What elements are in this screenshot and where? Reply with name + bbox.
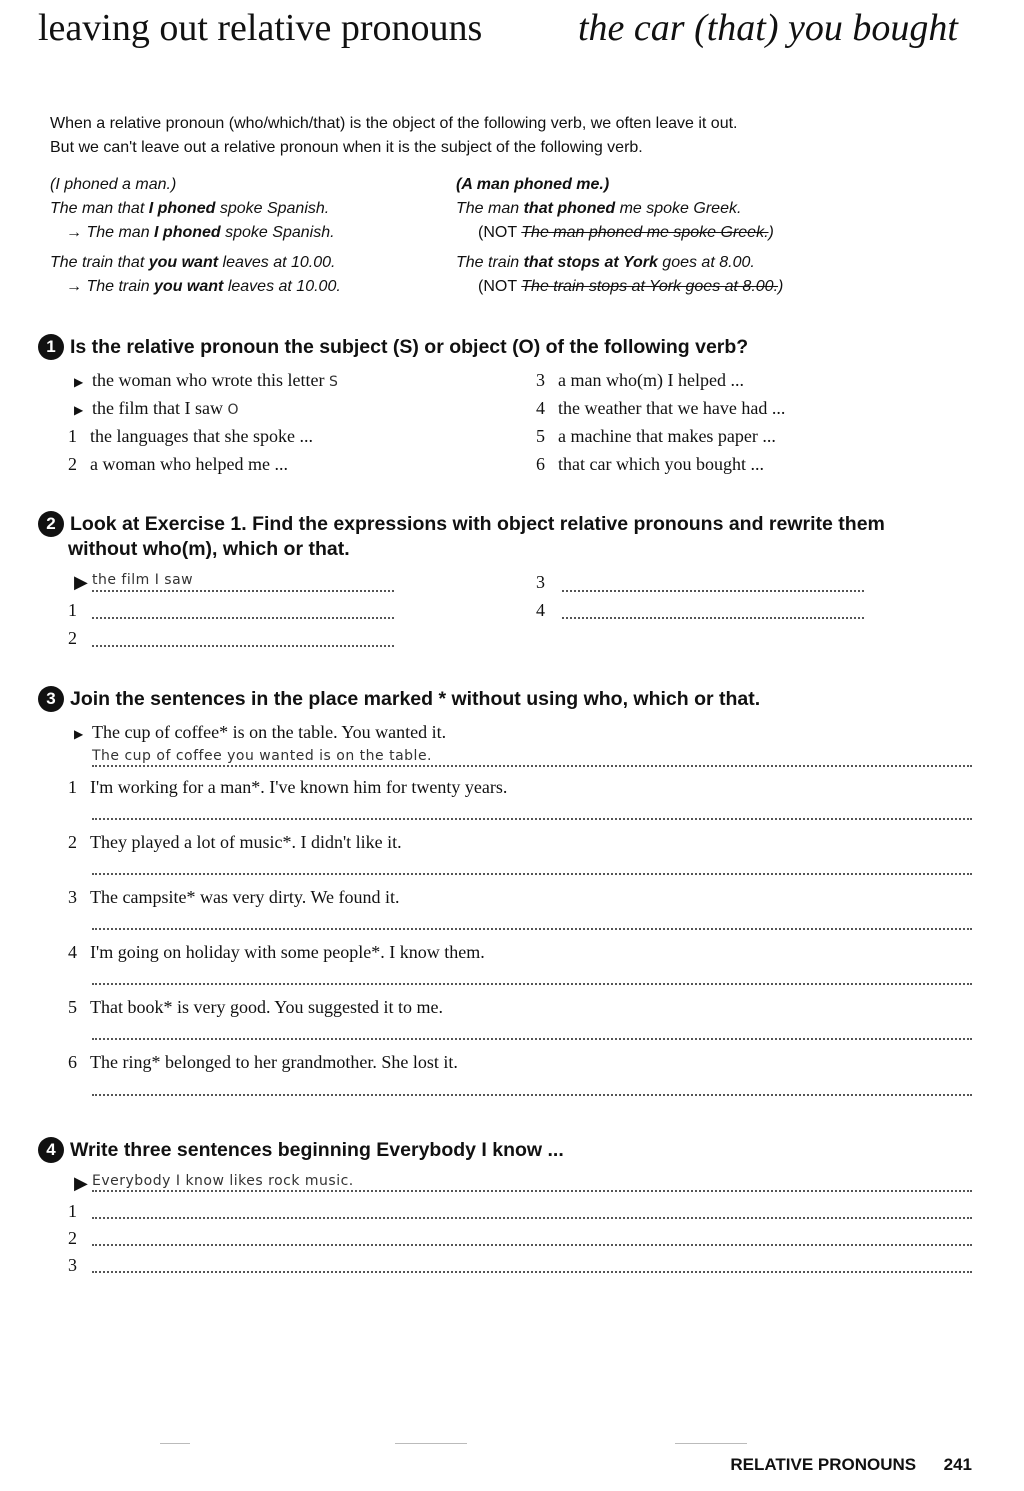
ex2-answer-line-3[interactable]	[562, 590, 864, 592]
exercise-2-heading-line-2: without who(m), which or that.	[68, 538, 350, 560]
exercise-1-number-badge: 1	[38, 334, 64, 360]
ex1-item-4: 4 the weather that we have had ...	[536, 398, 786, 418]
ex3-item-5: 5 That book* is very good. You suggested it to me.	[68, 997, 443, 1017]
page-title: leaving out relative pronouns	[38, 7, 483, 49]
ex2-answer-line-4[interactable]	[562, 617, 864, 619]
ex3-item-2: 2 They played a lot of music*. I didn't like it.	[68, 832, 402, 852]
ex2-answer-line-example[interactable]	[92, 590, 394, 592]
example-right-3: (NOT The man phoned me spoke Greek.)	[478, 224, 774, 241]
example-right-5: (NOT The train stops at York goes at 8.00.)	[478, 278, 784, 295]
ex3-answer-line-1[interactable]	[92, 818, 972, 820]
ex4-answer-line-2[interactable]	[92, 1244, 972, 1246]
ex1-item-1: 1 the languages that she spoke ...	[68, 426, 313, 446]
exercise-1-heading: 1 Is the relative pronoun the subject (S) or object (O) of the following verb?	[38, 334, 748, 360]
ex4-label-3: 3	[68, 1255, 77, 1275]
page-subtitle: the car (that) you bought	[578, 7, 958, 49]
handwritten-answer: S	[328, 374, 339, 390]
ex1-item-6: 6 that car which you bought ...	[536, 454, 764, 474]
ex3-answer-line-5[interactable]	[92, 1038, 972, 1040]
ex2-label-4: 4	[536, 600, 545, 620]
ex1-item-example-1: ▶ the woman who wrote this letter S	[74, 370, 339, 390]
ex2-answer-line-1[interactable]	[92, 617, 394, 619]
example-left-2: The man that I phoned spoke Spanish.	[50, 200, 330, 217]
ex3-answer-line-6[interactable]	[92, 1094, 972, 1096]
ex3-item-1: 1 I'm working for a man*. I've known him for twenty years.	[68, 777, 508, 797]
ex2-label-3: 3	[536, 572, 545, 592]
ex3-answer-line-example[interactable]	[92, 765, 972, 767]
scan-mark	[160, 1443, 190, 1444]
handwritten-answer: O	[227, 402, 239, 418]
scan-mark	[675, 1443, 747, 1444]
intro-line-1: When a relative pronoun (who/which/that) is the object of the following verb, we often leave it out.	[50, 115, 738, 132]
ex2-answer-line-2[interactable]	[92, 645, 394, 647]
ex4-label-example: ▶	[74, 1173, 88, 1193]
exercise-4-heading: 4 Write three sentences beginning Everybody I know ...	[38, 1137, 564, 1163]
exercise-4-number-badge: 4	[38, 1137, 64, 1163]
ex1-item-example-2: ▶ the film that I saw O	[74, 398, 239, 418]
ex4-example-answer: Everybody I know likes rock music.	[92, 1173, 354, 1189]
ex4-label-1: 1	[68, 1201, 77, 1221]
ex4-answer-line-1[interactable]	[92, 1217, 972, 1219]
ex3-answer-line-2[interactable]	[92, 873, 972, 875]
example-left-5: → The train you want leaves at 10.00.	[66, 278, 341, 295]
ex1-item-3: 3 a man who(m) I helped ...	[536, 370, 744, 390]
exercise-2-number-badge: 2	[38, 511, 64, 537]
ex3-item-example: ▶ The cup of coffee* is on the table. You wanted it.	[74, 722, 447, 742]
ex4-answer-line-example[interactable]	[92, 1190, 972, 1192]
ex2-label-1: 1	[68, 600, 77, 620]
ex1-item-2: 2 a woman who helped me ...	[68, 454, 288, 474]
ex2-label-2: 2	[68, 628, 77, 648]
ex3-answer-line-4[interactable]	[92, 983, 972, 985]
ex4-answer-line-3[interactable]	[92, 1271, 972, 1273]
scan-mark	[395, 1443, 467, 1444]
exercise-3-heading: 3 Join the sentences in the place marked * without using who, which or that.	[38, 686, 760, 712]
page-number: 241	[943, 1455, 972, 1474]
ex1-item-5: 5 a machine that makes paper ...	[536, 426, 776, 446]
ex2-example-answer: the film I saw	[92, 572, 194, 588]
ex3-item-4: 4 I'm going on holiday with some people*. I know them.	[68, 942, 485, 962]
example-right-4: The train that stops at York goes at 8.00.	[456, 254, 755, 271]
ex3-item-3: 3 The campsite* was very dirty. We found it.	[68, 887, 400, 907]
ex2-label-example: ▶	[74, 572, 88, 592]
example-left-3: → The man I phoned spoke Spanish.	[66, 224, 335, 241]
example-left-1: (I phoned a man.)	[50, 176, 177, 193]
example-right-2: The man that phoned me spoke Greek.	[456, 200, 742, 217]
ex3-item-6: 6 The ring* belonged to her grandmother. She lost it.	[68, 1052, 458, 1072]
ex3-answer-line-3[interactable]	[92, 928, 972, 930]
exercise-2-heading: 2 Look at Exercise 1. Find the expressions with object relative pronouns and rewrite them	[38, 511, 885, 537]
footer-section-label: RELATIVE PRONOUNS	[730, 1455, 917, 1474]
ex3-example-answer: The cup of coffee you wanted is on the table.	[92, 748, 433, 764]
example-right-1: (A man phoned me.)	[456, 176, 610, 193]
intro-line-2: But we can't leave out a relative pronoun when it is the subject of the following verb.	[50, 139, 643, 156]
exercise-3-number-badge: 3	[38, 686, 64, 712]
page-footer	[730, 1455, 972, 1475]
ex4-label-2: 2	[68, 1228, 77, 1248]
example-left-4: The train that you want leaves at 10.00.	[50, 254, 336, 271]
